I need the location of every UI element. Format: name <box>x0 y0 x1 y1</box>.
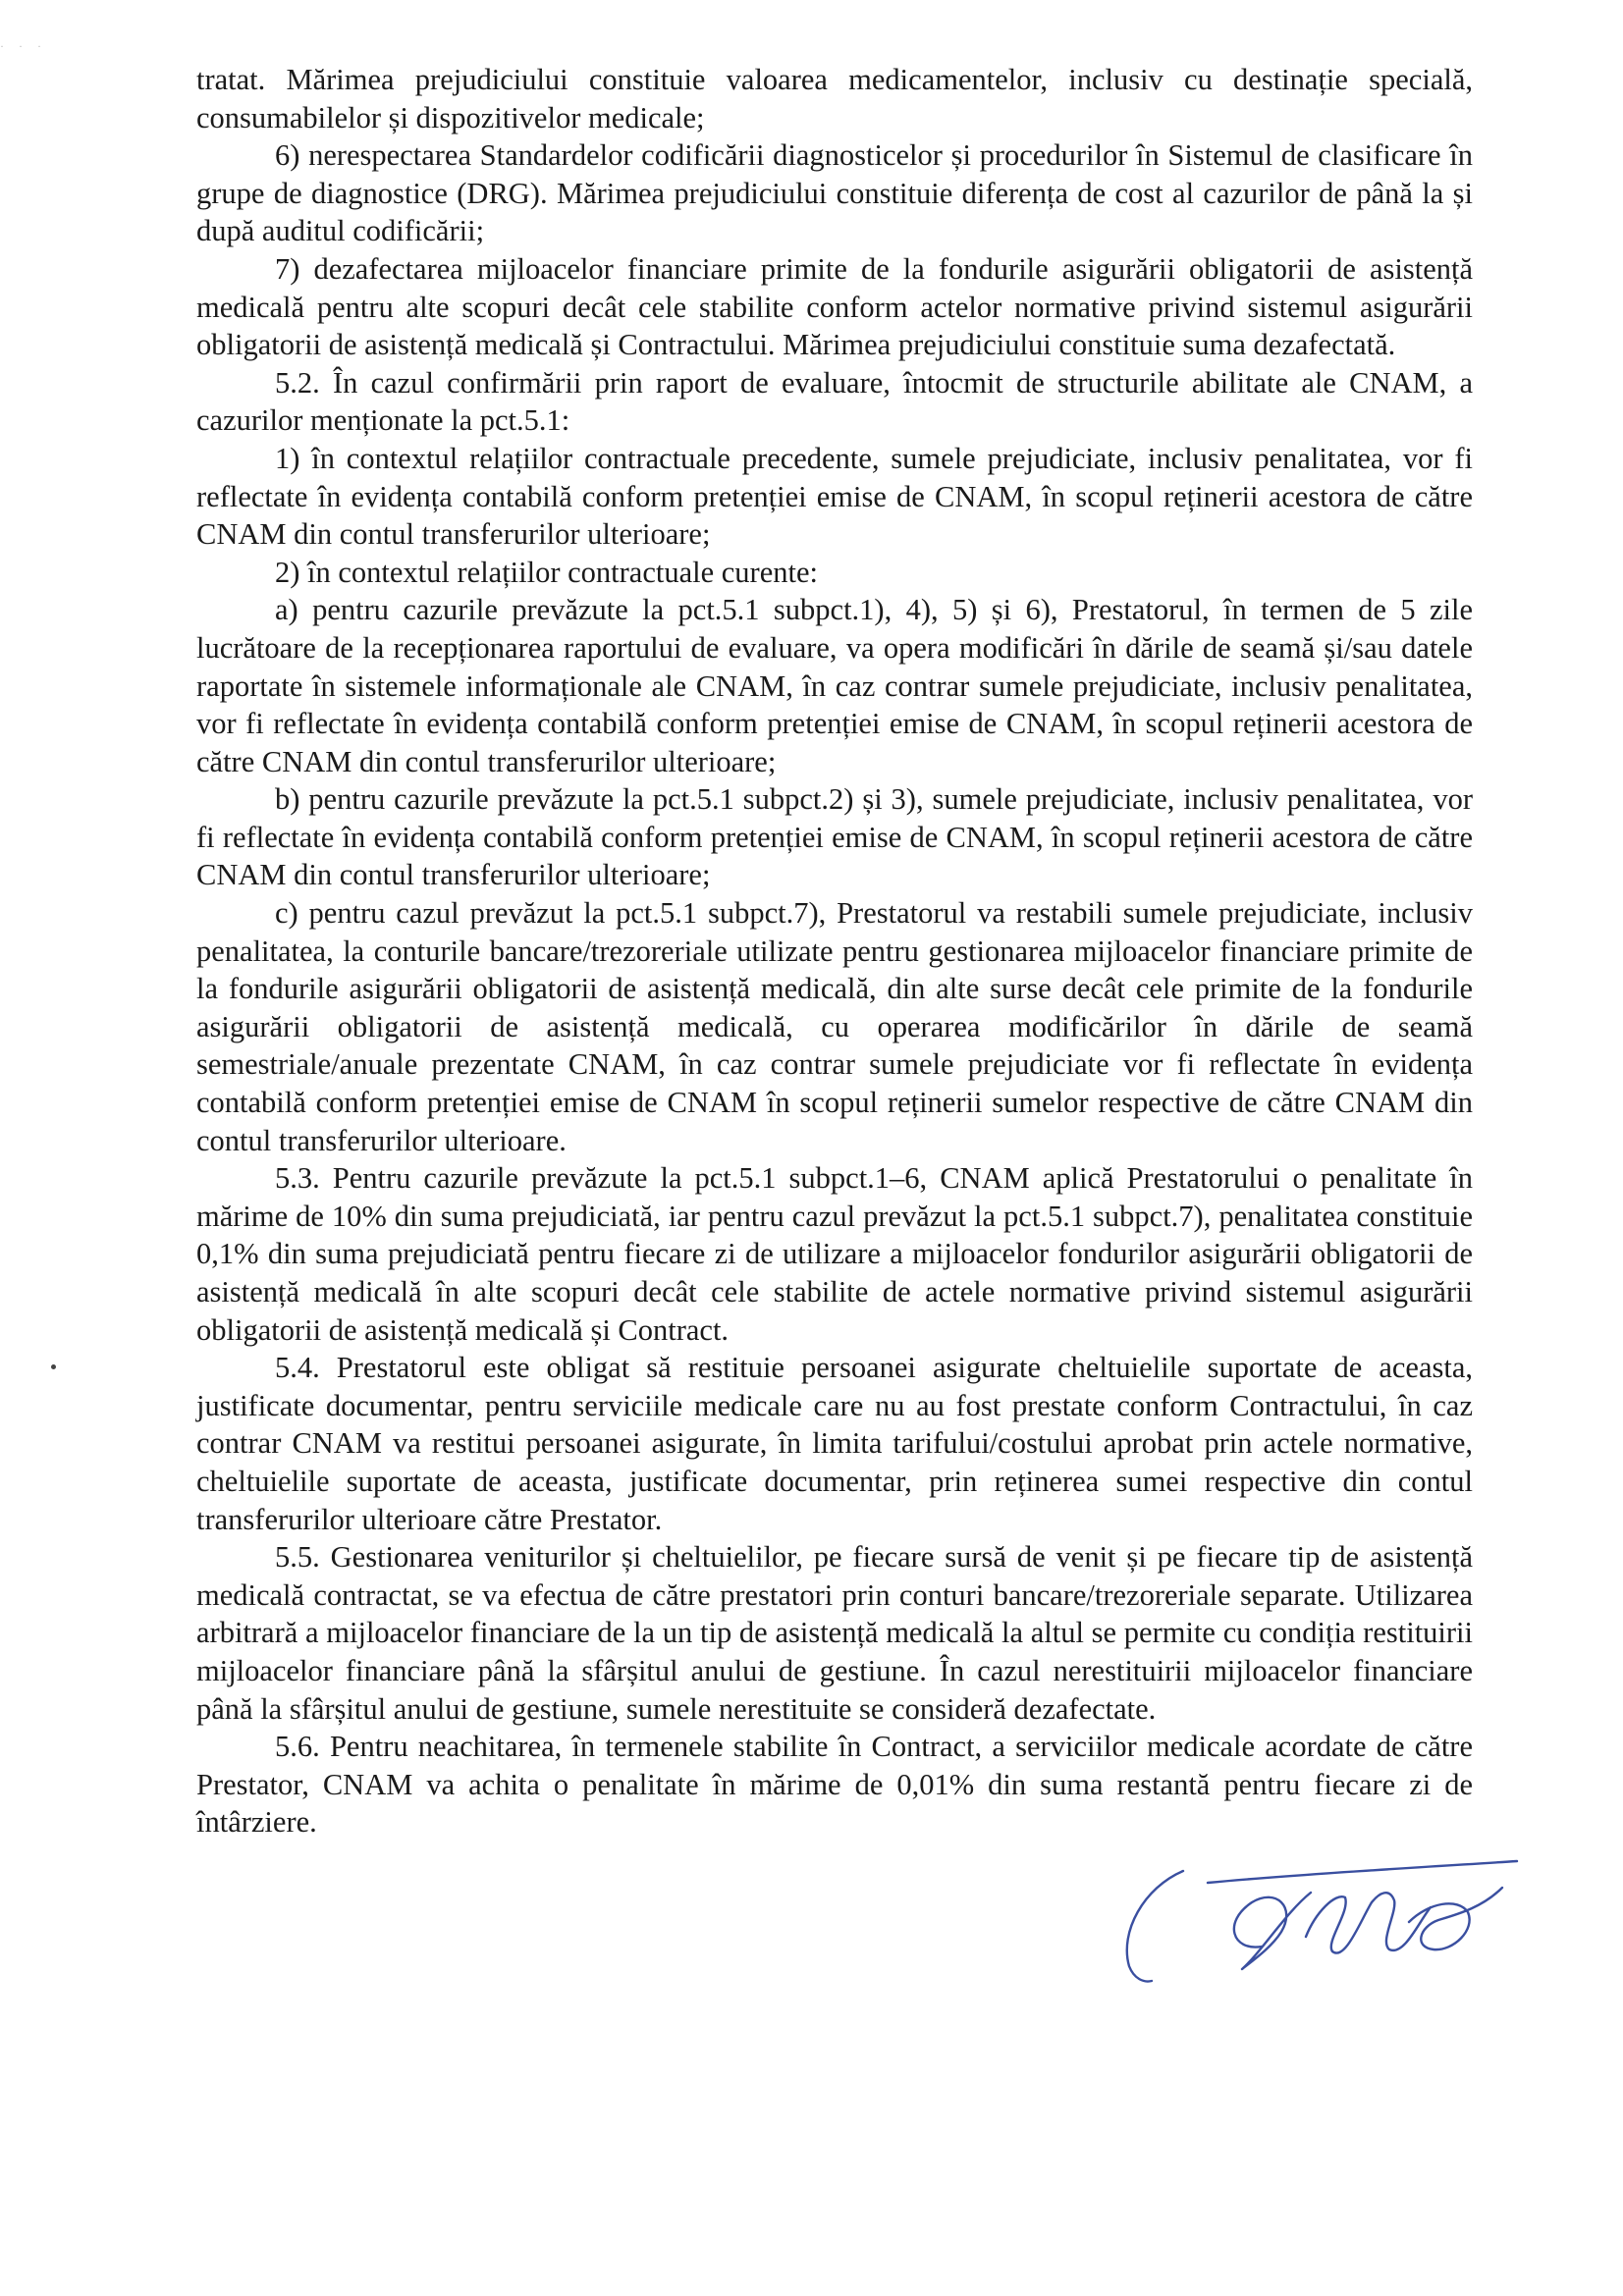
paragraph-5-2-2-a: a) pentru cazurile prevăzute la pct.5.1 subpct.1), 4), 5) și 6), Prestatorul, în termen de 5 zile lucrătoare de la recepționarea raportului de evaluare, va opera modificări în dările de seamă și/sau datele raportate în sistemele informaționale ale CNAM, în caz contrar sumele prejudiciate, inclusiv penalitatea, vor fi reflectate în evidența contabilă conform pretenției emise de CNAM, în scopul reținerii acestora de către CNAM din contul transferurilor ulterioare; <box>196 593 1473 778</box>
paragraph-5-4: 5.4. Prestatorul este obligat să restituie persoanei asigurate cheltuielile suportate de aceasta, justificate documentar, pentru serviciile medicale care nu au fost prestate conform Contractului, în caz contrar CNAM va restitui persoanei asigurate, în limita tarifului/costului aprobat prin actele normative, cheltuielile suportate de aceasta, justificate documentar, prin reținerea sumei respective din contul transferurilor ulterioare către Prestator. <box>196 1351 1473 1536</box>
signature-underline <box>1208 1861 1517 1883</box>
paragraph-5-2-1: 1) în contextul relațiilor contractuale precedente, sumele prejudiciate, inclusiv penalitatea, vor fi reflectate în evidența contabilă conform pretenției emise de CNAM, în scopul reținerii acestora de către CNAM din contul transferurilor ulterioare; <box>196 441 1473 552</box>
paragraph-5-2-2-b: b) pentru cazurile prevăzute la pct.5.1 subpct.2) și 3), sumele prejudiciate, inclusiv penalitatea, vor fi reflectate în evidența contabilă conform pretenției emise de CNAM, în scopul reținerii acestora de către CNAM din contul transferurilor ulterioare; <box>196 782 1473 892</box>
scan-speck <box>51 1364 56 1369</box>
handwritten-signature <box>1114 1853 1527 1991</box>
paragraph-item-7: 7) dezafectarea mijloacelor financiare primite de la fondurile asigurării obligatorii de asistență medicală pentru alte scopuri decât cele stabilite conform actelor normative privind sistemul asigurării obligatorii de asistență medicală și Contractului. Mărimea prejudiciului constituie suma dezafectată. <box>196 251 1473 362</box>
document-page <box>196 61 1473 1842</box>
paragraph-5-2-2-c: c) pentru cazul prevăzut la pct.5.1 subpct.7), Prestatorul va restabili sumele prejudiciate, inclusiv penalitatea, la conturile bancare/trezoreriale utilizate pentru gestionarea mijloacelor financiare primite de la fondurile asigurării obligatorii de asistență medicală, din alte surse decât cele primite de la fondurile asigurării obligatorii de asistență medicală, cu operarea modificărilor în dările de seamă semestriale/anuale prezentate CNAM, în caz contrar sumele prejudiciate vor fi reflectate în evidența contabilă conform pretenției emise de CNAM în scopul reținerii sumelor respective de către CNAM din contul transferurilor ulterioare. <box>196 896 1473 1157</box>
paragraph-5-2: 5.2. În cazul confirmării prin raport de evaluare, întocmit de structurile abilitate ale CNAM, a cazurilor menționate la pct.5.1: <box>196 365 1473 438</box>
paragraph-item-6: 6) nerespectarea Standardelor codificării diagnosticelor și procedurilor în Sistemul de clasificare în grupe de diagnostice (DRG). Mărimea prejudiciului constituie diferența de cost al cazurilor de până la și după auditul codificării; <box>196 138 1473 248</box>
signature-strokes <box>1127 1861 1517 1981</box>
signature-loop-2 <box>1306 1893 1431 1952</box>
paragraph-5-5: 5.5. Gestionarea veniturilor și cheltuielilor, pe fiecare sursă de venit și pe fiecare tip de asistență medicală contractat, se va efectua de către prestatori prin conturi bancare/trezoreriale separate. Utilizarea arbitrară a mijloacelor financiare de la un tip de asistență medicală la altul se permite cu condiția restituirii mijloacelor financiare până la sfârșitul anului de gestiune. În cazul nerestituirii mijloacelor financiare până la sfârșitul anului de gestiune, sumele nerestituite se consideră dezafectate. <box>196 1540 1473 1726</box>
paragraph-5-2-2: 2) în contextul relațiilor contractuale curente: <box>275 555 818 589</box>
signature-loop-1 <box>1234 1893 1311 1969</box>
scan-corner-marks: · · · <box>0 39 47 53</box>
paragraph-5-3: 5.3. Pentru cazurile prevăzute la pct.5.1 subpct.1–6, CNAM aplică Prestatorului o penalitate în mărime de 10% din suma prejudiciată, iar pentru cazul prevăzut la pct.5.1 subpct.7), penalitatea constituie 0,1% din suma prejudiciată pentru fiecare zi de utilizare a mijloacelor fondurilor asigurării obligatorii de asistență medicală în alte scopuri decât cele stabilite de actele normative privind sistemul asigurării obligatorii de asistență medicală și Contract. <box>196 1161 1473 1347</box>
signature-arc <box>1127 1871 1183 1981</box>
paragraph-5-6: 5.6. Pentru neachitarea, în termenele stabilite în Contract, a serviciilor medicale acordate de către Prestator, CNAM va achita o penalitate în mărime de 0,01% din suma restantă pentru fiecare zi de întârziere. <box>196 1730 1473 1840</box>
paragraph-item-tail: tratat. Mărimea prejudiciului constituie valoarea medicamentelor, inclusiv cu destinație specială, consumabilelor și dispozitivelor medicale; <box>196 63 1473 134</box>
